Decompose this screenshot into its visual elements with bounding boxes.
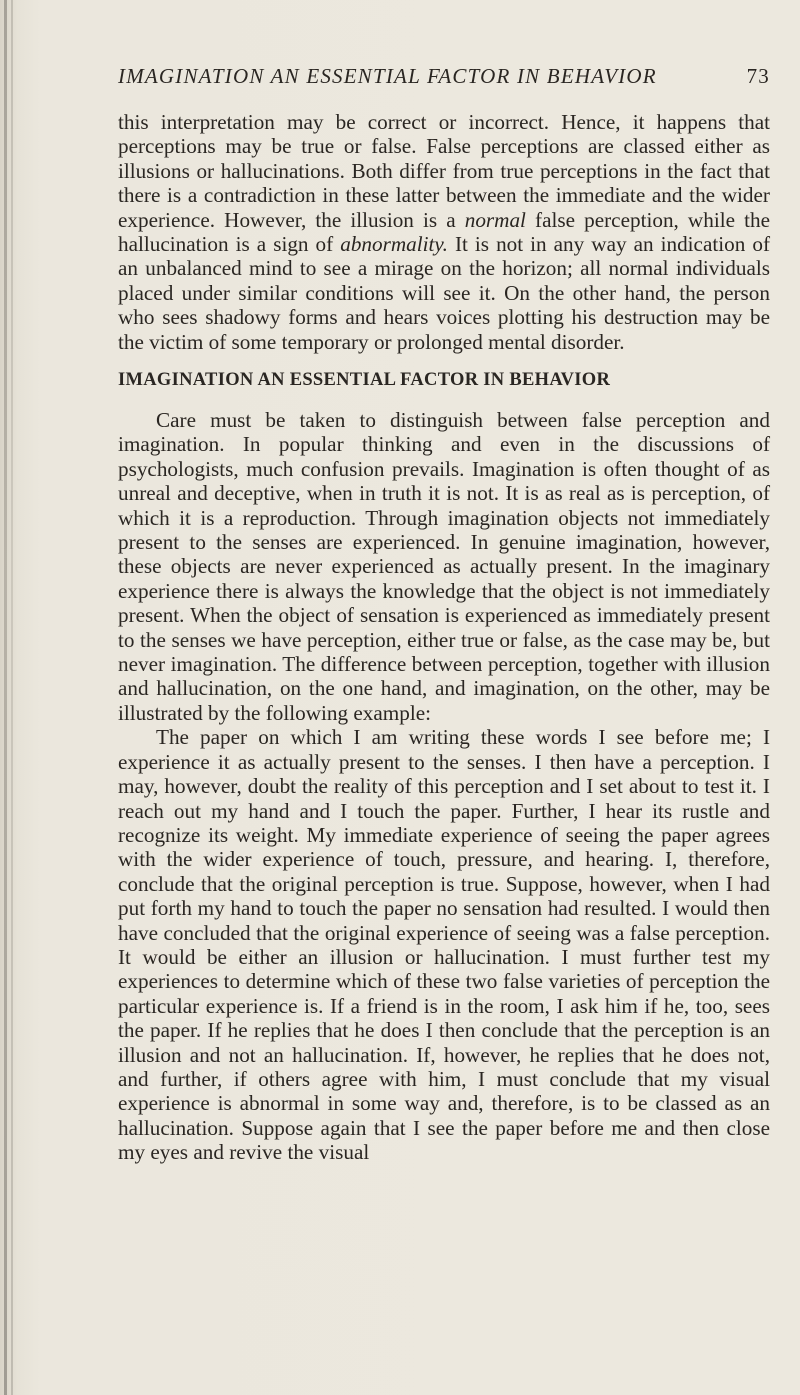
paragraph-text xyxy=(118,110,770,354)
paragraph-continued xyxy=(118,110,770,354)
paragraph-text-part: It is not in any way an indication of an unbalanced mind to see a mirage on the horizon; all normal individuals placed under similar conditions will see it. On the other hand, the person who sees shadowy forms and hears voices plotting his destruction may be the victim of some temporary or prolonged mental disorder. xyxy=(118,232,770,354)
binding-shadow-secondary xyxy=(11,0,13,1395)
binding-shadow xyxy=(4,0,7,1395)
emphasis-normal: normal xyxy=(464,207,526,232)
section-body xyxy=(118,408,770,1165)
paragraph-text-part: this interpretation may be correct or incorrect. Hence, it happens that perceptions may be true or false. False perceptions are classed either as illusions or hallucinations. Both differ from true perceptions in the fact that there is a contradiction in these latter between the immediate and the wider experience. However, the illusion is a xyxy=(118,110,770,232)
paragraph-false-perception-vs-imagination: Care must be taken to distinguish between false perception and imagination. In popular thinking and even in the discussions of psychologists, much confusion prevails. Imagination is often thought of as unreal and deceptive, when in truth it is not. It is as real as is perception, of which it is a reproduction. Through imagination objects not immediately present to the senses are experienced. In genuine imagination, however, these objects are never experienced as actually present. In the imaginary experience there is always the knowledge that the object is not immediately present. When the object of sensation is experienced as immediately present to the senses we have perception, either true or false, as the case may be, but never imagination. The difference between perception, together with illusion and hallucination, on the one hand, and imagination, on the other, may be illustrated by the following example: xyxy=(118,408,770,725)
paragraph-paper-example: The paper on which I am writing these words I see before me; I experience it as actually present to the senses. I then have a perception. I may, however, doubt the reality of this perception and I set about to test it. I reach out my hand and I touch the paper. Further, I hear its rustle and recognize its weight. My immediate experience of seeing the paper agrees with the wider experience of touch, pressure, and hearing. I, therefore, conclude that the original perception is true. Suppose, however, when I had put forth my hand to touch the paper no sensation had resulted. I would then have concluded that the original experience of seeing was a false perception. It would be either an illusion or hallucination. I must further test my experiences to determine which of these two false varieties of perception the particular experience is. If a friend is in the room, I ask him if he, too, sees the paper. If he replies that he does I then conclude that the perception is an illusion and not an hallucination. If, however, he replies that he does not, and further, if others agree with him, I must conclude that my visual experience is abnormal in some way and, therefore, is to be classed as an hallucination. Suppose again that I see the paper before me and then close my eyes and revive the visual xyxy=(118,725,770,1165)
running-head xyxy=(118,64,770,94)
page-number: 73 xyxy=(746,64,770,88)
section-heading: IMAGINATION AN ESSENTIAL FACTOR IN BEHAVIOR xyxy=(118,370,611,390)
running-head-title: IMAGINATION AN ESSENTIAL FACTOR IN BEHAVIOR xyxy=(118,64,657,88)
paragraph-text-part: false perception, while the hallucination is a sign of xyxy=(118,207,770,257)
emphasis-abnormality: abnormality. xyxy=(340,232,448,257)
